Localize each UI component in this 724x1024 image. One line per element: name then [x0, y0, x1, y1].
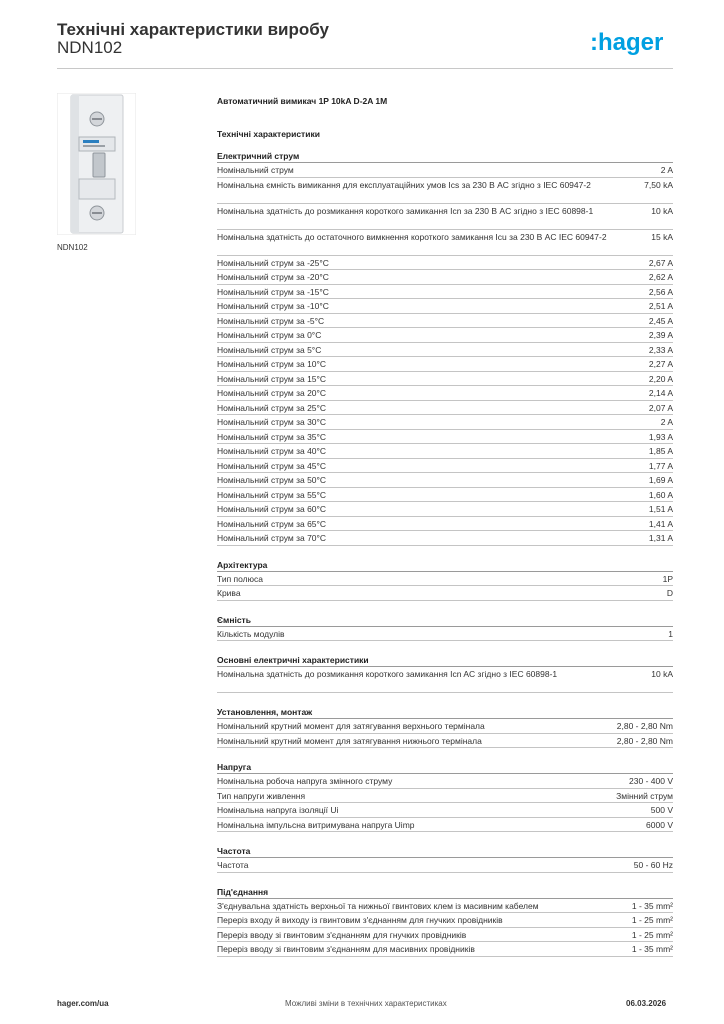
spec-row [217, 899, 673, 914]
spec-row [217, 858, 673, 873]
spec-value: 1 - 35 mm² [631, 900, 673, 911]
spec-value: 1,77 A [648, 460, 673, 471]
spec-label: Номінальний струм за 55°C [217, 489, 327, 500]
spec-label: Номінальний струм за 60°C [217, 504, 327, 514]
spec-label: Номінальний струм [217, 165, 294, 175]
spec-label: Переріз вводу зі гвинтовим з'єднанням для масивних провідників [217, 944, 475, 954]
spec-value: 500 V [650, 805, 673, 815]
section-title: Установлення, монтаж [217, 706, 673, 719]
spec-label: Номінальна здатність до остаточного вимкнення короткого замикання Icu за 230 В AC IEC 60947-2 [217, 231, 607, 242]
spec-sections [217, 150, 673, 957]
spec-label: Номінальна робоча напруга змінного струму [217, 776, 393, 786]
footer-note: Можливі зміни в технічних характеристиках [285, 999, 447, 1008]
spec-row [217, 586, 673, 601]
spec-label: Номінальна імпульсна витримувана напруга Uimp [217, 819, 415, 830]
spec-value: 2,14 A [648, 388, 673, 398]
spec-row [217, 572, 673, 587]
spec-row [217, 667, 673, 693]
spec-value: 2,67 A [648, 257, 673, 268]
section-title: Ємність [217, 614, 673, 627]
spec-label: Номінальний струм за 25°C [217, 402, 327, 413]
spec-label: Номінальна здатність до розмикання короткого замикання Icn AC згідно з IEC 60898-1 [217, 669, 558, 679]
spec-value: 1P [662, 573, 673, 584]
spec-row [217, 473, 673, 488]
spec-label: Номінальний струм за 15°C [217, 373, 327, 384]
spec-row [217, 517, 673, 532]
spec-label: Номінальна здатність до розмикання короткого замикання Icn за 230 В AC згідно з IEC 60898-1 [217, 205, 594, 216]
spec-value: 15 kA [651, 231, 673, 242]
spec-value: 7,50 kA [644, 179, 673, 190]
spec-label: Переріз входу й виходу із гвинтовим з'єднанням для гнучких провідників [217, 915, 503, 925]
spec-value: 10 kA [651, 205, 673, 216]
spec-value: 2,80 - 2,80 Nm [616, 735, 673, 746]
spec-label: Номінальний струм за -20°C [217, 272, 329, 282]
spec-label: Тип полюса [217, 573, 263, 584]
spec-row [217, 734, 673, 749]
footer-website[interactable]: hager.com/ua [57, 999, 109, 1008]
spec-row [217, 270, 673, 285]
spec-value: 2,39 A [648, 330, 673, 340]
spec-label: Номінальний струм за -15°C [217, 286, 329, 297]
spec-row [217, 928, 673, 943]
spec-value: 1 - 25 mm² [631, 929, 673, 940]
spec-value: 230 - 400 V [629, 776, 673, 786]
spec-row [217, 430, 673, 445]
section-title: Напруга [217, 761, 673, 774]
spec-value: 1,31 A [648, 533, 673, 543]
spec-value: 1 [668, 628, 673, 639]
spec-row [217, 502, 673, 517]
spec-value: 1,60 A [648, 489, 673, 500]
spec-value: 2 A [660, 417, 673, 427]
spec-row [217, 256, 673, 271]
spec-label: Номінальний струм за 0°C [217, 330, 322, 340]
spec-row [217, 627, 673, 642]
spec-value: 10 kA [651, 669, 673, 679]
spec-label: Номінальний струм за 50°C [217, 475, 327, 485]
spec-value: 2,62 A [648, 272, 673, 282]
tech-spec-heading: Технічні характеристики [217, 129, 320, 139]
spec-value: 2,45 A [648, 315, 673, 326]
spec-label: Частота [217, 860, 249, 870]
spec-value: 1,69 A [648, 475, 673, 485]
spec-row [217, 444, 673, 459]
section-title: Під'єднання [217, 886, 673, 899]
spec-label: Крива [217, 588, 241, 598]
spec-label: Номінальний струм за 40°C [217, 446, 327, 456]
spec-label: Тип напруги живлення [217, 790, 306, 801]
product-name: Автоматичний вимикач 1P 10kA D-2A 1M [217, 96, 388, 106]
spec-value: 2 A [660, 165, 673, 175]
spec-row [217, 942, 673, 957]
spec-row [217, 372, 673, 387]
spec-label: Номінальний струм за 10°C [217, 359, 327, 369]
spec-value: 2,33 A [648, 344, 673, 355]
spec-value: 1,85 A [648, 446, 673, 456]
spec-value: 1 - 25 mm² [631, 915, 673, 925]
spec-row [217, 531, 673, 546]
spec-row [217, 328, 673, 343]
circuit-breaker-image [57, 93, 136, 235]
header-divider [57, 68, 673, 69]
spec-row [217, 719, 673, 734]
spec-row [217, 299, 673, 314]
section-title: Частота [217, 845, 673, 858]
spec-value: Змінний струм [616, 790, 673, 801]
spec-row [217, 789, 673, 804]
spec-row [217, 178, 673, 204]
spec-row [217, 230, 673, 256]
section-title: Електричний струм [217, 150, 673, 163]
spec-label: Номінальний струм за -25°C [217, 257, 329, 268]
spec-value: 2,27 A [648, 359, 673, 369]
spec-row [217, 343, 673, 358]
spec-value: D [666, 588, 673, 598]
spec-label: Номінальний струм за 65°C [217, 518, 327, 529]
image-caption: NDN102 [57, 243, 88, 252]
spec-row [217, 459, 673, 474]
spec-row [217, 913, 673, 928]
spec-label: Номінальний крутний момент для затягування верхнього термінала [217, 721, 485, 731]
spec-label: Номінальна напруга ізоляції Ui [217, 805, 339, 815]
spec-row [217, 415, 673, 430]
spec-value: 1 - 35 mm² [631, 944, 673, 954]
spec-label: Номінальний струм за 20°C [217, 388, 327, 398]
spec-label: Номінальний струм за -10°C [217, 301, 329, 311]
spec-label: Номінальний струм за 5°C [217, 344, 322, 355]
spec-label: Номінальна ємність вимикання для експлуатаційних умов Ics за 230 В AC згідно з IEC 60947-2 [217, 179, 591, 190]
section-title: Архітектура [217, 559, 673, 572]
spec-label: Номінальний крутний момент для затягування нижнього термінала [217, 735, 482, 746]
spec-value: 2,80 - 2,80 Nm [616, 721, 673, 731]
spec-value: 1,41 A [648, 518, 673, 529]
spec-value: 2,51 A [648, 301, 673, 311]
spec-row [217, 204, 673, 230]
hager-logo [590, 28, 674, 58]
footer-date: 06.03.2026 [626, 999, 667, 1008]
logo-text: :hager [590, 29, 664, 56]
spec-value: 2,20 A [648, 373, 673, 384]
spec-value: 50 - 60 Hz [633, 860, 673, 870]
spec-value: 2,56 A [648, 286, 673, 297]
spec-row [217, 314, 673, 329]
spec-content [217, 96, 673, 957]
spec-label: Номінальний струм за 45°C [217, 460, 327, 471]
spec-label: Номінальний струм за -5°C [217, 315, 325, 326]
spec-label: Номінальний струм за 35°C [217, 431, 327, 442]
spec-value: 6000 V [646, 819, 673, 830]
spec-row [217, 818, 673, 833]
spec-label: Номінальний струм за 70°C [217, 533, 327, 543]
spec-row [217, 386, 673, 401]
spec-row [217, 285, 673, 300]
spec-row [217, 357, 673, 372]
section-title: Основні електричні характеристики [217, 654, 673, 667]
spec-value: 2,07 A [648, 402, 673, 413]
spec-row [217, 163, 673, 178]
spec-label: Номінальний струм за 30°C [217, 417, 327, 427]
spec-row [217, 774, 673, 789]
page-title: Технічні характеристики виробу [57, 20, 329, 39]
spec-value: 1,93 A [648, 431, 673, 442]
spec-label: З'єднувальна здатність верхньої та нижньої гвинтових клем із масивним кабелем [217, 900, 539, 911]
spec-row [217, 401, 673, 416]
spec-row [217, 803, 673, 818]
spec-label: Кількість модулів [217, 628, 285, 639]
spec-row [217, 488, 673, 503]
spec-value: 1,51 A [648, 504, 673, 514]
page-subtitle: NDN102 [57, 38, 123, 57]
spec-label: Переріз вводу зі гвинтовим з'єднанням для гнучких провідників [217, 929, 467, 940]
